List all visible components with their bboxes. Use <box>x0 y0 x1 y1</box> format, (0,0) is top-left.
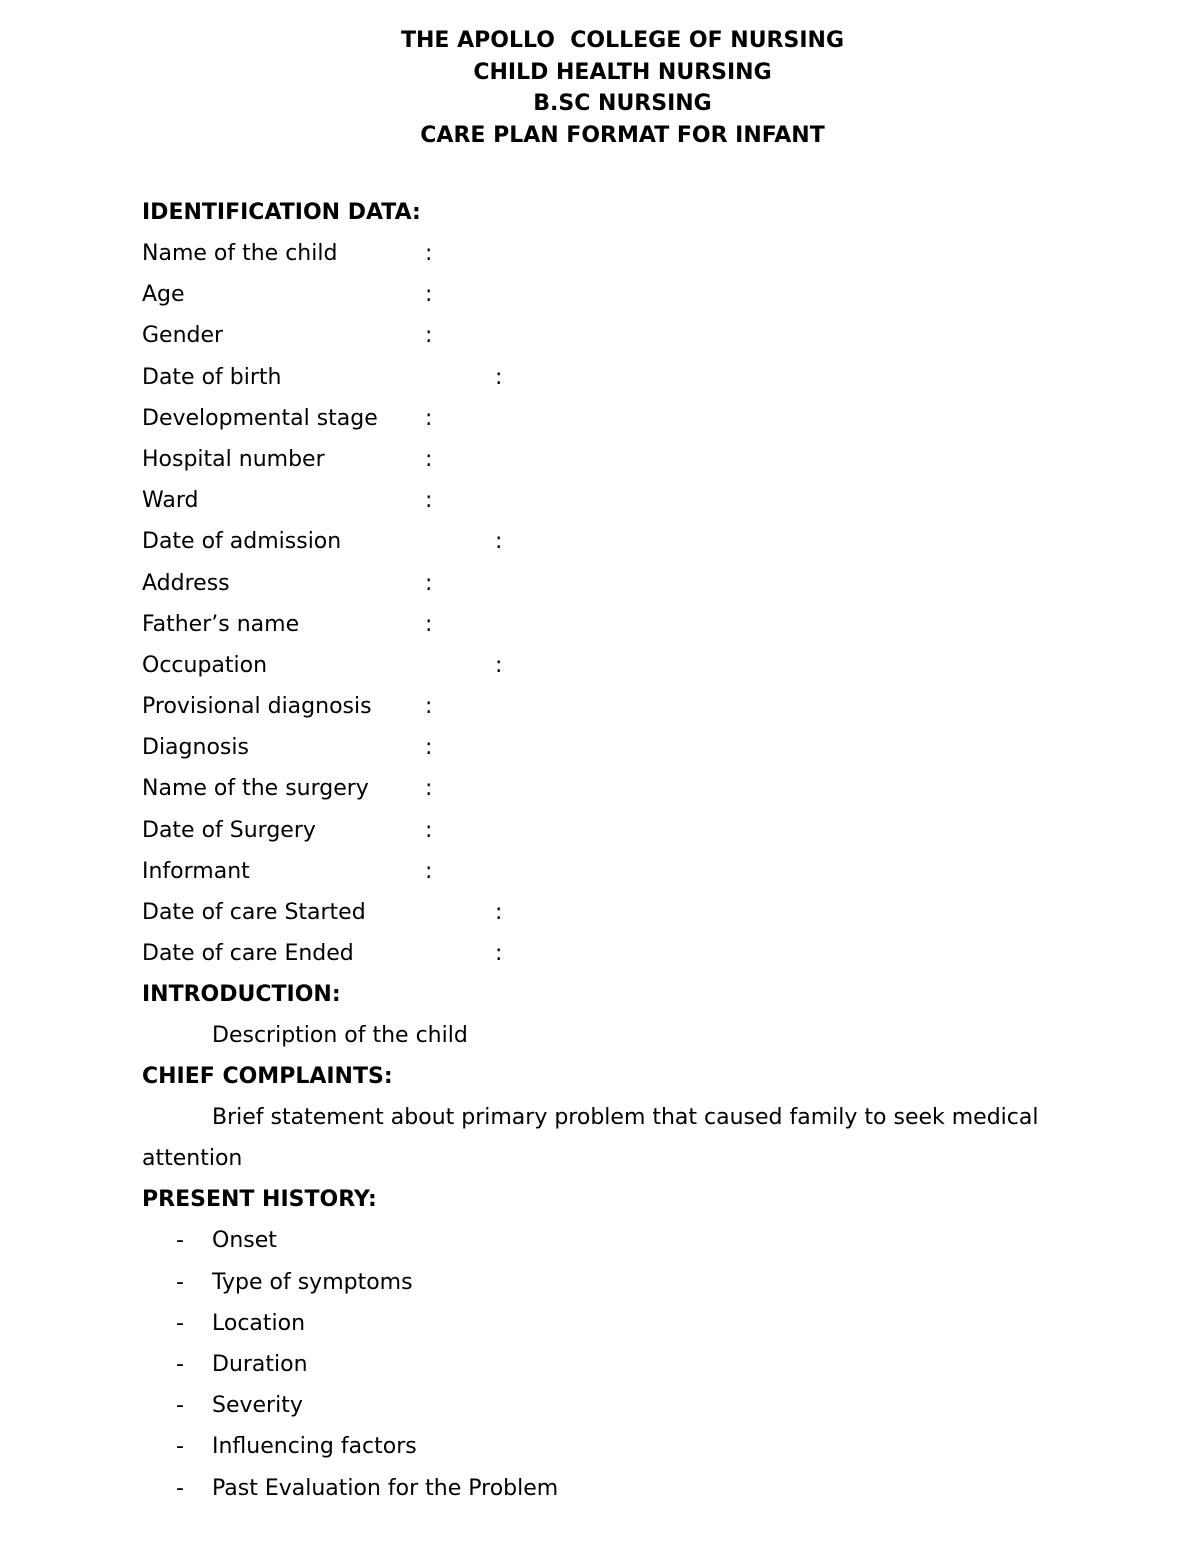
dash-bullet: - <box>176 1310 184 1336</box>
field-fathers-name <box>142 604 1142 645</box>
field-label: Date of Surgery <box>142 817 316 843</box>
list-item-text: Severity <box>212 1393 303 1419</box>
field-gender <box>142 315 1142 356</box>
dash-bullet: - <box>176 1351 184 1377</box>
program-title: B.SC NURSING <box>533 91 712 116</box>
identification-fields <box>142 233 1142 974</box>
dash-bullet: - <box>176 1269 184 1295</box>
field-age <box>142 274 1142 315</box>
document-header <box>0 25 1200 151</box>
field-label: Informant <box>142 858 250 884</box>
list-item <box>142 1426 1142 1467</box>
field-colon: : <box>495 364 503 390</box>
chief-complaints-text: Brief statement about primary problem that caused family to seek medical attention <box>142 1105 1039 1172</box>
list-item <box>142 1344 1142 1385</box>
field-label: Date of care Ended <box>142 941 354 967</box>
college-name: THE APOLLO COLLEGE OF NURSING <box>401 28 844 53</box>
field-label: Address <box>142 570 230 596</box>
field-colon: : <box>425 858 433 884</box>
field-date-care-ended <box>142 933 1142 974</box>
dash-bullet: - <box>176 1475 184 1501</box>
field-label: Gender <box>142 323 224 349</box>
list-item <box>142 1468 1142 1509</box>
field-ward <box>142 480 1142 521</box>
dash-bullet: - <box>176 1393 184 1419</box>
list-item <box>142 1385 1142 1426</box>
field-occupation <box>142 645 1142 686</box>
field-provisional-diagnosis <box>142 686 1142 727</box>
field-label: Date of admission <box>142 529 342 555</box>
field-label: Provisional diagnosis <box>142 694 372 720</box>
field-label: Name of the child <box>142 241 338 266</box>
dash-bullet: - <box>176 1434 184 1460</box>
field-label: Developmental stage <box>142 405 378 431</box>
format-title: CARE PLAN FORMAT FOR INFANT <box>420 122 825 148</box>
field-name-of-surgery <box>142 768 1142 809</box>
field-colon: : <box>425 323 433 349</box>
field-address <box>142 563 1142 604</box>
chief-complaints-heading: CHIEF COMPLAINTS: <box>142 1064 393 1090</box>
field-date-care-started <box>142 892 1142 933</box>
field-label: Name of the surgery <box>142 776 369 802</box>
dash-bullet: - <box>176 1228 184 1254</box>
field-colon: : <box>425 817 433 843</box>
field-name-of-child <box>142 233 1142 274</box>
field-colon: : <box>425 446 433 472</box>
field-colon: : <box>495 900 503 925</box>
field-colon: : <box>425 488 433 514</box>
subject-title: CHILD HEALTH NURSING <box>473 59 772 85</box>
list-item <box>142 1220 1142 1261</box>
list-item-text: Type of symptoms <box>212 1269 413 1295</box>
field-label: Age <box>142 282 185 308</box>
list-item-text: Location <box>212 1310 306 1336</box>
field-developmental-stage <box>142 398 1142 439</box>
field-colon: : <box>495 652 503 678</box>
field-colon: : <box>495 941 503 967</box>
field-colon: : <box>425 776 433 802</box>
field-colon: : <box>495 529 503 555</box>
list-item-text: Influencing factors <box>212 1434 417 1460</box>
field-colon: : <box>425 570 433 596</box>
list-item-text: Duration <box>212 1351 308 1377</box>
document-body <box>142 192 1142 1509</box>
field-label: Date of care Started <box>142 900 366 925</box>
field-diagnosis <box>142 727 1142 768</box>
field-label: Hospital number <box>142 446 325 472</box>
field-label: Ward <box>142 488 199 514</box>
field-colon: : <box>425 241 433 266</box>
identification-heading: IDENTIFICATION DATA: <box>142 200 421 225</box>
field-hospital-number <box>142 439 1142 480</box>
field-date-of-surgery <box>142 810 1142 851</box>
present-history-list <box>142 1220 1142 1508</box>
list-item <box>142 1303 1142 1344</box>
present-history-heading: PRESENT HISTORY: <box>142 1187 377 1213</box>
field-date-of-birth <box>142 357 1142 398</box>
field-colon: : <box>425 282 433 308</box>
field-informant <box>142 851 1142 892</box>
field-label: Date of birth <box>142 364 282 390</box>
introduction-heading: INTRODUCTION: <box>142 982 341 1008</box>
list-item-text: Onset <box>212 1228 277 1254</box>
field-label: Occupation <box>142 652 268 678</box>
introduction-text: Description of the child <box>212 1023 468 1049</box>
list-item-text: Past Evaluation for the Problem <box>212 1475 559 1501</box>
field-colon: : <box>425 694 433 720</box>
list-item <box>142 1262 1142 1303</box>
field-date-of-admission <box>142 521 1142 562</box>
field-label: Diagnosis <box>142 735 249 761</box>
field-label: Father’s name <box>142 611 300 637</box>
field-colon: : <box>425 611 433 637</box>
field-colon: : <box>425 735 433 761</box>
field-colon: : <box>425 405 433 431</box>
